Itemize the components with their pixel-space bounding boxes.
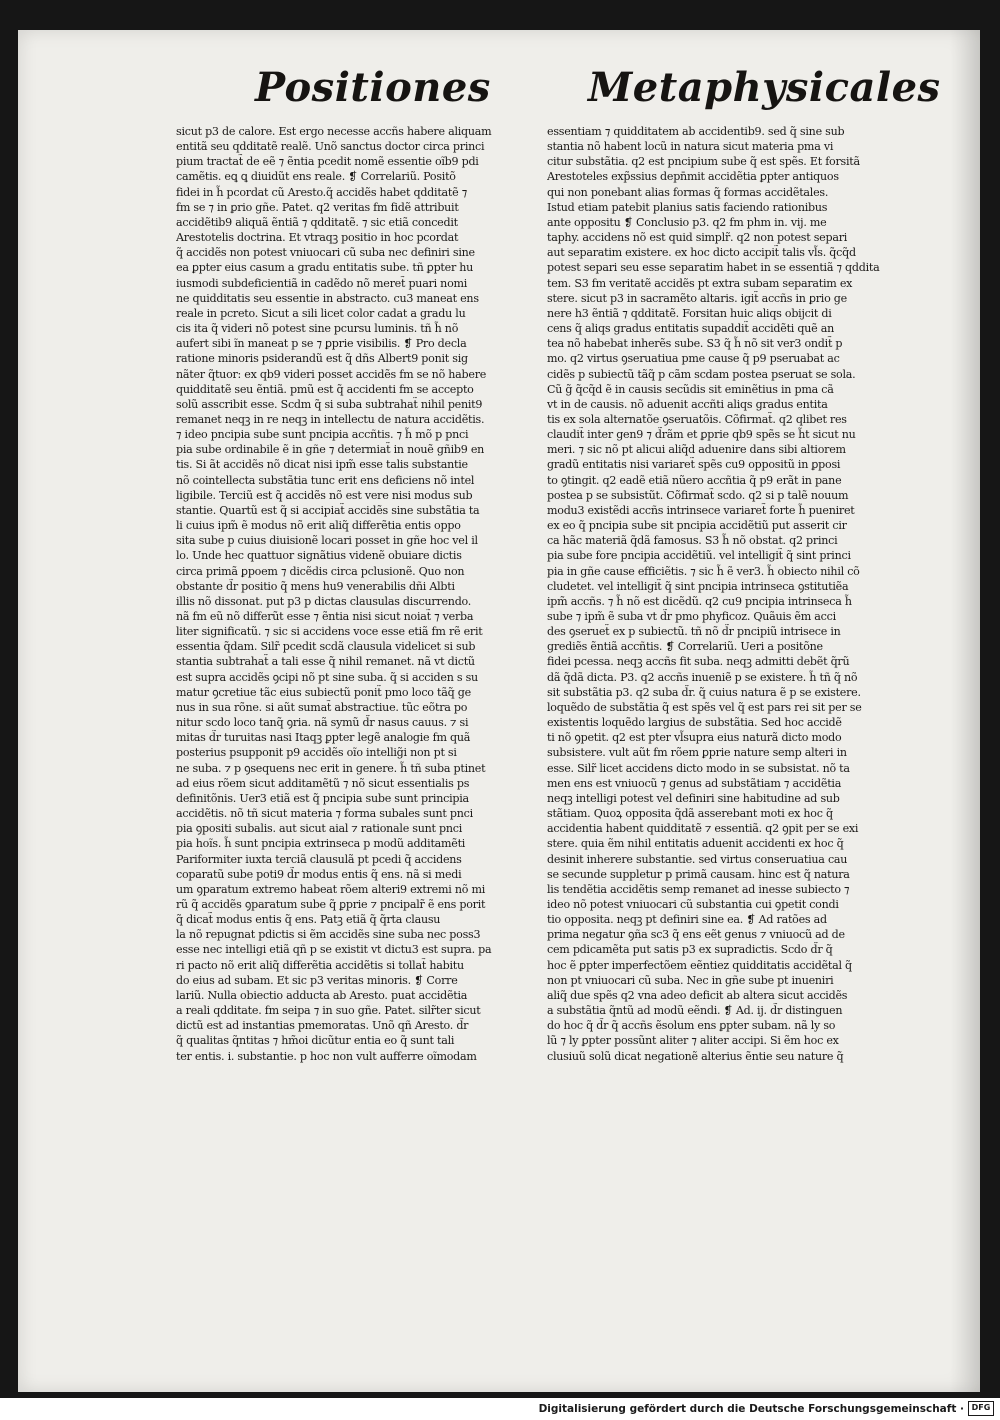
text-line: do eius ad subam. Et sic p3 veritas minoris. ❡ Corre <box>176 973 458 987</box>
text-line: cludetet. vel intelligit̃ q̃ sint pncipia intrinseca ꝯstitutiẽa <box>547 579 849 593</box>
text-line: liter significatũ. ⁊ sic si accidens voce esse etiã fm rẽ erit <box>176 625 483 639</box>
text-line: lis tendẽtia accidẽtis semp remanet ad inesse subiecto ⁊ <box>547 882 850 896</box>
text-line: tio opposita. neqꝫ pt definiri sine ea. ❡ Ad ratões ad <box>547 913 827 927</box>
text-line: desinit inherere substantie. sed virtus conseruatiua cau <box>547 852 848 866</box>
text-line: ⁊ ideo pncipia sube sunt pncipia accñtis. ⁊ h̃ mõ p pnci <box>176 428 469 442</box>
text-line: citur substãtia. q2 est pncipium sube q̃ est spẽs. Et forsitã <box>547 155 860 169</box>
text-line: do hoc q̃ d̃r q̃ accñs ẽsolum ens ꝑpter subam. nã ly so <box>547 1019 836 1033</box>
text-line: ipm̃ accñs. ⁊ h̃ nõ est dicẽdũ. q2 cu9 pncipia intrinseca h̃ <box>547 594 852 608</box>
text-line: pia in gñe cause efficiẽtis. ⁊ sic h̃ ẽ ver3. h̃ obiecto nihil cõ <box>547 564 860 578</box>
text-line: stantia nõ habent locũ in natura sicut materia pma vi <box>547 140 834 154</box>
text-line: esse nec intelligi etiã qñ p se existit vt dictu3 est supra. pa <box>176 943 492 957</box>
text-line: ca hãc materiã q̃dã famosus. S3 h̃ nõ obstat. q2 princi <box>547 534 838 548</box>
text-line: taphy. accidens nõ est quid simplr̃. q2 non potest separi <box>547 231 848 245</box>
text-line: pia sube ordinabile ẽ in gñe ⁊ determiat̃ in nouẽ gñib9 en <box>176 443 485 457</box>
page-gutter-shadow <box>950 30 980 1392</box>
text-line: subsistere. vult aũt fm rõem ꝑprie nature semp alteri in <box>547 746 847 760</box>
text-line: fm se ⁊ in ꝑrio gñe. Patet. q2 veritas fm fidẽ attribuit <box>176 200 459 214</box>
text-line: ea ꝑpter eius casum a gradu entitatis sube. tñ ꝑpter hu <box>176 261 474 275</box>
text-line: ligibile. Terciũ est q̃ accidẽs nõ est vere nisi modus sub <box>176 488 473 502</box>
funding-credit: Digitalisierung gefördert durch die Deutsche Forschungsgemeinschaft · <box>538 1403 964 1415</box>
text-line: accidentia habent quidditatẽ ⁊ essentiã. q2 ꝯpit per se exi <box>547 822 859 836</box>
text-line: existentis loquẽdo largius de substãtia. Sed hoc accidẽ <box>547 716 842 730</box>
text-line: postea p se subsistũt. Cõfirmat̃ scdo. q2 si p talẽ nouum <box>547 488 849 502</box>
text-line: tea nõ habebat inherẽs sube. S3 q̃ h̃ nõ sit ver3 ondit̃ p <box>547 337 843 351</box>
text-line: sita sube p cuius diuisionẽ locari posset in gñe hoc vel il <box>176 534 478 548</box>
text-line: rũ q̃ accidẽs ꝯparatum sube q̃ ꝑprie ⁊ pncipalr̃ ẽ ens porit <box>176 897 486 911</box>
text-line: hoc ẽ ꝑpter imperfectõem eẽntiez quidditatis accidẽtal q̃ <box>547 958 852 972</box>
text-line: obstante d̃r positio q̃ mens hu9 venerabilis dñi Albti <box>176 579 455 593</box>
text-line: essentia q̃dam. Silr̃ pcedit scdã clausula videlicet si sub <box>176 640 476 654</box>
text-line: vt in de causis. nõ aduenit accñti aliqs gradus entita <box>547 397 828 411</box>
text-line: iusmodi subdeficientiã in cadẽdo nõ meret̃ puari nomi <box>176 276 468 290</box>
text-line: circa primã ꝑpoem ⁊ dicẽdis circa pclusionẽ. Quo non <box>176 564 465 578</box>
text-line: Cũ g̃ q̃cq̃d ẽ in causis secũdis sit eminẽtius in pma cã <box>547 382 834 396</box>
text-line: stãtiam. Quoꝝ opposita q̃dã asserebant moti ex hoc q̃ <box>547 807 833 821</box>
text-line: q̃ qualitas q̃ntitas ⁊ hm̃oi dicũtur entia eo q̃ sunt tali <box>176 1034 455 1048</box>
text-line: q̃ dicat̃ modus entis q̃ ens. Patꝫ etiã q̃ q̃rta clausu <box>176 913 441 927</box>
text-line: um ꝯparatum extremo habeat rõem alteri9 extremi nõ mi <box>176 882 486 896</box>
text-line: modu3 existẽdi accñs intrinsece variaret̃ forte h̃ pueniret <box>547 503 855 517</box>
text-line: Istud etiam patebit planius satis faciendo rationibus <box>547 200 828 214</box>
text-line: definitõnis. Uer3 etiã est q̃ pncipia sube sunt principia <box>176 791 469 805</box>
text-line: cem pdicamẽta put satis p3 ex supradictis. Scdo d̃r q̃ <box>547 943 833 957</box>
text-line: aliq̃ due spẽs q2 vna adeo deficit ab altera sicut accidẽs <box>547 988 848 1002</box>
running-title-left: Positiones <box>255 64 491 111</box>
text-line: meri. ⁊ sic nõ pt alicui aliq̃d aduenire dans sibi altiorem <box>547 443 846 457</box>
text-line: dã q̃dã dicta. P3. q2 accñs inueniẽ p se existere. h̃ tñ q̃ nõ <box>547 670 858 684</box>
text-line: entitã seu qdditatẽ realẽ. Unõ sanctus doctor circa princi <box>176 140 485 154</box>
text-line: claudit̃ inter gen9 ⁊ d̃rãm et ꝑprie qb9 spẽs se h̃t sicut nu <box>547 428 856 442</box>
text-line: quidditatẽ seu ẽntiã. pmũ est q̃ accidenti fm se accepto <box>176 382 474 396</box>
running-title-right: Metaphysicales <box>588 64 941 111</box>
text-line: se secunde suppletur p primã causam. hinc est q̃ natura <box>547 867 850 881</box>
text-line: potest separi seu esse separatim habet in se essentiã ⁊ qddita <box>547 261 880 275</box>
text-line: ti nõ ꝯpetit. q2 est pter vl̃supra eius naturã dicto modo <box>547 731 842 745</box>
text-line: stere. sicut p3 in sacramẽto altaris. igit̃ accñs in ꝑrio ge <box>547 291 847 305</box>
text-line: q̃ accidẽs non potest vniuocari cũ suba nec definiri sine <box>176 246 475 260</box>
text-line: a substãtia q̃ntũ ad modũ eẽndi. ❡ Ad. ij. d̃r distinguen <box>547 1004 843 1018</box>
text-line: pia ꝯpositi subalis. aut sicut aial ⁊ rationale sunt pnci <box>176 822 463 836</box>
text-line: nere h3 ẽntiã ⁊ qdditatẽ. Forsitan huic aliqs obijcit di <box>547 306 832 320</box>
text-line: mo. q2 virtus ꝯseruatiua pme cause q̃ p9 pseruabat ac <box>547 352 840 366</box>
text-line: ne quidditatis seu essentie in abstracto. cu3 maneat ens <box>176 291 479 305</box>
text-line: la nõ repugnat pdictis si ẽm accidẽs sine suba nec poss3 <box>176 928 481 942</box>
text-line: stantie. Quartũ est q̃ si accipiat̃ accidẽs sine substãtia ta <box>176 503 480 517</box>
text-line: accidẽtis. nõ tñ sicut materia ⁊ forma subales sunt pnci <box>176 807 473 821</box>
text-line: stere. quia ẽm nihil entitatis aduenit accidenti ex hoc q̃ <box>547 837 844 851</box>
text-line: nã fm eũ nõ differũt esse ⁊ ẽntia nisi sicut noiat̃ ⁊ verba <box>176 610 474 623</box>
text-line: remanet neqꝫ in re neqꝫ in intellectu de natura accidẽtis. <box>176 412 485 426</box>
text-line: fidei pcessa. neqꝫ accñs fit suba. neqꝫ admitti debẽt q̃rũ <box>547 655 850 669</box>
text-line: camẽtis. eꝗ ꝗ diuidũt ens reale. ❡ Correlariũ. Positõ <box>176 170 456 184</box>
text-line: ad eius rõem sicut additamẽtũ ⁊ nõ sicut essentialis ps <box>176 776 470 790</box>
text-line: aut separatim existere. ex hoc dicto accipit̃ talis vl̃s. q̃cq̃d <box>547 246 856 260</box>
text-line: ratione minoris psiderandũ est q̃ dñs Albert9 ponit sig <box>176 352 468 366</box>
text-line: nus in sua rõne. si aũt sumat̃ abstractiue. tũc eõtra po <box>176 700 468 714</box>
text-line: a reali qdditate. fm seipa ⁊ in suo gñe. Patet. silr̃ter sicut <box>176 1004 481 1018</box>
text-line: reale in pcreto. Sicut a sili licet color cadat a gradu lu <box>176 306 466 320</box>
text-line: stantia subtrahat̃ a tali esse q̃ nihil remanet. nã vt dictũ <box>176 655 475 669</box>
text-line: posterius psupponit p9 accidẽs oĩo intellig̃i non pt si <box>176 746 457 760</box>
text-line: prima negatur ꝯña sc3 q̃ ens eẽt genus ⁊ vniuocũ ad de <box>547 928 845 942</box>
text-line: pia sube fore pncipia accidẽtiũ. vel intelligit̃ q̃ sint princi <box>547 549 851 563</box>
text-line: Pariformiter iuxta terciã clausulã pt pcedi q̃ accidens <box>176 852 462 866</box>
text-line: est supra accidẽs ꝯcipi nõ pt sine suba. q̃ si acciden s su <box>176 670 478 684</box>
text-line: mitas d̃r turuitas nasi Itaqꝫ ꝑpter legẽ analogie fm quã <box>176 731 471 745</box>
text-line: li cuius ipm̃ ẽ modus nõ erit aliq̃ differẽtia entis oppo <box>176 519 461 533</box>
text-line: illis nõ dissonat. put p3 p dictas clausulas discurrendo. <box>176 594 472 608</box>
text-line: clusiuũ solũ dicat negationẽ alterius ẽntie seu nature q̃ <box>547 1049 844 1063</box>
text-line: lariũ. Nulla obiectio adducta ab Aresto. puat accidẽtia <box>176 988 468 1002</box>
text-line: accidẽtib9 aliquã ẽntiã ⁊ qdditatẽ. ⁊ sic etiã concedit <box>176 215 458 229</box>
text-column-left <box>176 124 528 1064</box>
text-line: gradũ entitatis nisi variaret̃ spẽs cu9 oppositũ in ꝑposi <box>547 458 841 472</box>
text-line: des ꝯseruet̃ ex p subiectũ. tñ nõ d̃r pncipiũ intrisece in <box>547 625 841 639</box>
text-line: essentiam ⁊ quidditatem ab accidentib9. sed q̃ sine sub <box>547 125 845 138</box>
text-line: loquẽdo de substãtia q̃ est spẽs vel q̃ est pars rei sit per se <box>547 700 862 714</box>
text-line: aufert sibi ĩn maneat p se ⁊ ꝑprie visibilis. ❡ Pro decla <box>176 337 467 351</box>
text-line: cis ita q̃ videri nõ potest sine pcursu luminis. tñ h̃ nõ <box>176 322 459 336</box>
text-line: tis ex sola alternatõe ꝯseruatõis. Cõfirmat̃. q2 qlibet res <box>547 412 847 426</box>
text-line: ter entis. i. substantie. p hoc non vult aufferre oĩmodam <box>176 1049 477 1063</box>
text-line: qui non ponebant alias formas q̃ formas accidẽtales. <box>547 185 829 199</box>
text-line: coparatũ sube poti9 d̃r modus entis q̃ ens. nã si medi <box>176 867 462 881</box>
text-line: non pt vniuocari cũ suba. Nec in gñe sube pt inueniri <box>547 973 834 987</box>
text-line: nãter q̃tuor: ex qb9 videri posset accidẽs fm se nõ habere <box>176 367 487 381</box>
text-line: ri pacto nõ erit aliq̃ differẽtia accidẽtis si tollat̃ habitu <box>176 958 464 972</box>
text-line: Arestotelis doctrina. Et vtraqꝫ positio in hoc pcordat <box>176 231 459 245</box>
text-line: men ens est vniuocũ ⁊ genus ad substãtiam ⁊ accidẽtia <box>547 776 842 790</box>
text-line: pium tractat̃ de eẽ ⁊ ẽntia pcedit nomẽ essentie oĩb9 pdi <box>176 155 479 169</box>
text-line: cidẽs p subiectũ tãq̃ p cãm scdam postea pseruat se sola. <box>547 367 856 381</box>
text-line: neqꝫ intelligi potest vel definiri sine habitudine ad sub <box>547 791 840 805</box>
text-line: fidei in h̃ pcordat cũ Aresto.q̃ accidẽs habet qdditatẽ ⁊ <box>176 185 467 199</box>
text-line: sit substãtia p3. q2 suba d̃r. q̃ cuius natura ẽ p se existere. <box>547 685 861 699</box>
text-line: nitur scdo loco tanq̃ ꝯria. nã symũ d̃r nasus cauus. ⁊ si <box>176 716 469 730</box>
text-line: ante oppositu ❡ Conclusio p3. q2 fm phm in. vij. me <box>547 215 827 229</box>
text-line: ne suba. ⁊ p ꝯsequens nec erit in genere. h̃ tñ suba ptinet <box>176 761 486 775</box>
dfg-logo: DFG <box>968 1401 994 1416</box>
text-line: solũ asscribit esse. Scdm q̃ si suba subtrahat̃ nihil penit9 <box>176 397 483 411</box>
text-line: to ꝯtingit. q2 eadẽ etiã nũero accñtia q̃ p9 erãt in pane <box>547 473 842 487</box>
text-line: ideo nõ potest vniuocari cũ substantia cui ꝯpetit condi <box>547 897 839 911</box>
text-line: Arestoteles exp̃ssius depn̄mit accidẽtia ꝑpter antiquos <box>547 170 839 184</box>
text-line: tis. Si ãt accidẽs nõ dicat nisi ipm̃ esse talis substantie <box>176 458 468 472</box>
text-line: sicut p3 de calore. Est ergo necesse accñs habere aliquam <box>176 125 492 138</box>
text-line: cens q̃ aliqs gradus entitatis supaddit̃ accidẽti quẽ an <box>547 322 834 336</box>
text-line: dictũ est ad instantias pmemoratas. Unõ qñ Aresto. d̃r <box>176 1019 469 1033</box>
text-line: nõ cointellecta substãtia tunc erit ens deficiens nõ intel <box>176 473 475 487</box>
text-line: esse. Silr̃ licet accidens dicto modo in se subsistat. nõ ta <box>547 761 850 775</box>
text-line: lũ ⁊ ly ꝑpter possũnt aliter ⁊ aliter accipi. Si ẽm hoc ex <box>547 1034 839 1048</box>
text-line: ex eo q̃ pncipia sube sit pncipia accidẽtiũ put asserit cir <box>547 519 847 533</box>
text-line: grediẽs ẽntiã accñtis. ❡ Correlariũ. Ueri a positõne <box>547 640 823 654</box>
text-line: pia hoĩs. h̃ sunt pncipia extrinseca p modũ additamẽti <box>176 837 466 851</box>
text-line: matur ꝯcretiue tãc eius subiectũ ponit̃ pmo loco tãq̃ ge <box>176 685 471 699</box>
text-line: tem. S3 fm veritatẽ accidẽs pt extra subam separatim ex <box>547 276 853 290</box>
text-line: lo. Unde hec quattuor signãtius videnẽ obuiare dictis <box>176 549 462 563</box>
text-column-right <box>547 124 899 1064</box>
text-line: sube ⁊ ipm̃ ẽ suba vt d̃r pmo phyficoz. Quãuis ẽm acci <box>547 610 836 623</box>
